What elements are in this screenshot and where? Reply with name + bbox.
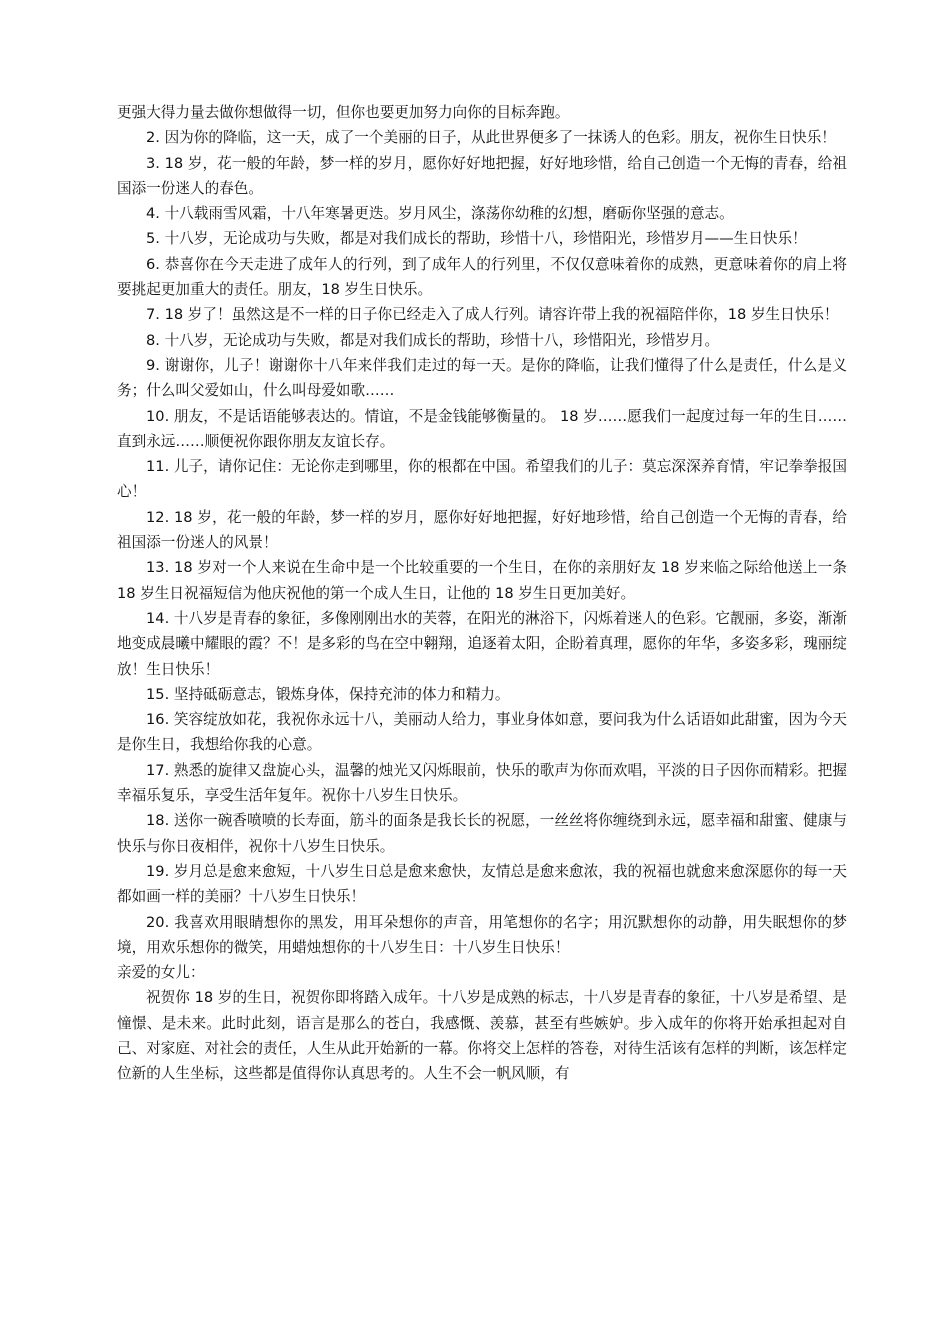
wish-item-17: 17. 熟悉的旋律又盘旋心头，温馨的烛光又闪烁眼前，快乐的歌声为你而欢唱，平淡的日子因你而精彩。把握幸福乐复乐，享受生活年复年。祝你十八岁生日快乐。 — [117, 761, 847, 805]
document-page — [117, 100, 847, 1087]
wish-item-16: 16. 笑容绽放如花，我祝你永远十八，美丽动人给力，事业身体如意，要问我为什么话语如此甜蜜，因为今天是你生日，我想给你我的心意。 — [117, 711, 847, 754]
wish-item-9: 9. 谢谢你，儿子！谢谢你十八年来伴我们走过的每一天。是你的降临，让我们懂得了什么是责任，什么是义务；什么叫父爱如山，什么叫母爱如歌…… — [117, 356, 847, 400]
wish-item-14: 14. 十八岁是青春的象征，多像刚刚出水的芙蓉，在阳光的淋浴下，闪烁着迷人的色彩。它靓丽，多姿，渐渐地变成晨曦中耀眼的霞？不！是多彩的鸟在空中翱翔，追逐着太阳，企盼着真理，愿你的年华，多姿多彩，瑰丽绽放！生日快乐！ — [117, 609, 847, 678]
wish-item-18: 18. 送你一碗香喷喷的长寿面，筋斗的面条是我长长的祝愿，一丝丝将你缠绕到永远，愿幸福和甜蜜、健康与快乐与你日夜相伴，祝你十八岁生日快乐。 — [117, 812, 847, 855]
wish-item-3: 3. 18 岁，花一般的年龄，梦一样的岁月，愿你好好地把握，好好地珍惜，给自己创造一个无悔的青春，给祖国添一份迷人的春色。 — [117, 154, 847, 197]
wish-item-8: 8. 十八岁，无论成功与失败，都是对我们成长的帮助，珍惜十八，珍惜阳光，珍惜岁月。 — [146, 331, 720, 349]
wish-item-10: 10. 朋友，不是话语能够表达的。情谊，不是金钱能够衡量的。 18 岁……愿我们一起度过每一年的生日……直到永远……顺便祝你跟你朋友友谊长存。 — [117, 407, 847, 450]
wish-item-15: 15. 坚持砥砺意志，锻炼身体，保持充沛的体力和精力。 — [146, 685, 510, 703]
wish-item-19: 19. 岁月总是愈来愈短，十八岁生日总是愈来愈快，友情总是愈来愈浓，我的祝福也就愈来愈深愿你的每一天都如画一样的美丽？十八岁生日快乐！ — [117, 862, 847, 906]
wish-item-4: 4. 十八载雨雪风霜，十八年寒暑更迭。岁月风尘，涤荡你幼稚的幻想，磨砺你坚强的意志。 — [146, 205, 734, 223]
wish-item-6: 6. 恭喜你在今天走进了成年人的行列，到了成年人的行列里，不仅仅意味着你的成熟，更意味着你的肩上将要挑起更加重大的责任。朋友，18 岁生日快乐。 — [117, 255, 847, 299]
letter-salutation: 亲爱的女儿： — [117, 964, 205, 982]
paragraph-continuation: 更强大得力量去做你想做得一切，但你也要更加努力向你的目标奔跑。 — [117, 104, 570, 121]
wish-item-20: 20. 我喜欢用眼睛想你的黑发，用耳朵想你的声音，用笔想你的名字；用沉默想你的动静，用失眠想你的梦境，用欢乐想你的微笑，用蜡烛想你的十八岁生日：十八岁生日快乐！ — [117, 913, 847, 956]
wish-item-13: 13. 18 岁对一个人来说在生命中是一个比较重要的一个生日，在你的亲朋好友 18 岁来临之际给他送上一条 18 岁生日祝福短信为他庆祝他的第一个成人生日，让他的 18 岁生日更加美好。 — [117, 559, 847, 602]
wish-item-12: 12. 18 岁，花一般的年龄，梦一样的岁月，愿你好好地把握，好好地珍惜，给自己创造一个无悔的青春，给祖国添一份迷人的风景！ — [117, 508, 847, 552]
wish-item-2: 2. 因为你的降临，这一天，成了一个美丽的日子，从此世界便多了一抹诱人的色彩。朋友，祝你生日快乐！ — [146, 129, 836, 147]
wish-item-7: 7. 18 岁了！虽然这是不一样的日子你已经走入了成人行列。请容许带上我的祝福陪伴你，18 岁生日快乐！ — [146, 306, 839, 324]
wish-item-5: 5. 十八岁，无论成功与失败，都是对我们成长的帮助，珍惜十八，珍惜阳光，珍惜岁月——生日快乐！ — [146, 230, 807, 248]
letter-body: 祝贺你 18 岁的生日，祝贺你即将踏入成年。十八岁是成熟的标志，十八岁是青春的象征，十八岁是希望、是憧憬、是未来。此时此刻，语言是那么的苍白，我感慨、羡慕，甚至有些嫉妒。步入成年的你将开始承担起对自己、对家庭、对社会的责任，人生从此开始新的一幕。你将交上怎样的答卷，对待生活该有怎样的判断，该怎样定位新的人生坐标，这些都是值得你认真思考的。人生不会一帆风顺，有 — [117, 989, 847, 1083]
wish-item-11: 11. 儿子，请你记住：无论你走到哪里，你的根都在中国。希望我们的儿子：莫忘深深养育情，牢记拳拳报国心！ — [117, 458, 847, 501]
